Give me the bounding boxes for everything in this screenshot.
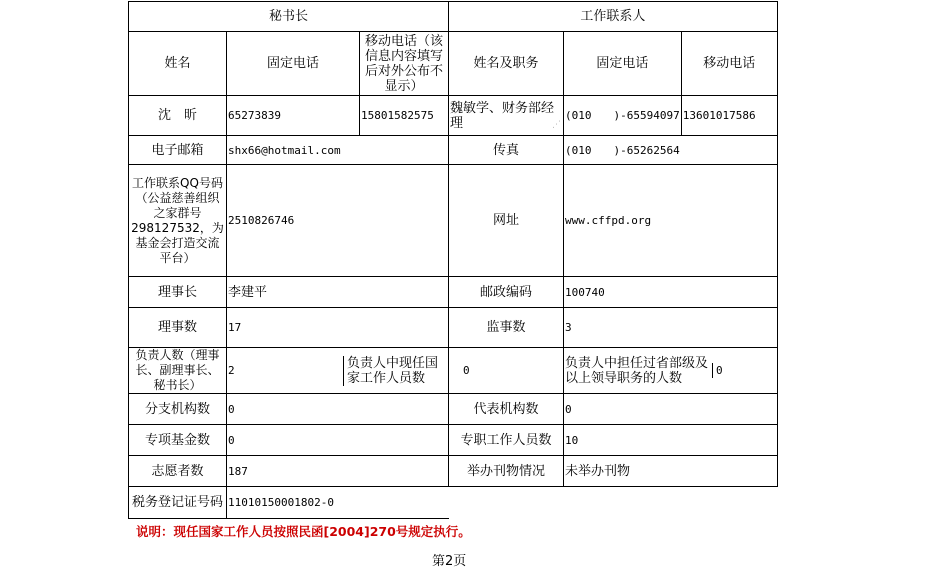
fulltime-staff-value: 10 <box>564 425 778 456</box>
supervisors-value: 3 <box>564 308 778 348</box>
qq-value: 2510826746 <box>227 165 449 277</box>
publications-label: 举办刊物情况 <box>449 456 564 487</box>
page-number: 第2页 <box>432 554 467 569</box>
secretary-name: 沈 昕 <box>129 96 227 136</box>
qq-label: 工作联系QQ号码（公益慈善组织之家群号298127532，为基金会打造交流平台） <box>129 165 227 277</box>
fax-label: 传真 <box>449 136 564 165</box>
website-label: 网址 <box>449 165 564 277</box>
leaders-cell <box>227 348 449 394</box>
volunteers-label: 志愿者数 <box>129 456 227 487</box>
special-funds-label: 专项基金数 <box>129 425 227 456</box>
tax-registration-label: 税务登记证号码 <box>129 487 227 519</box>
leaders-value: 2 <box>228 364 235 377</box>
special-funds-value: 0 <box>227 425 449 456</box>
email-label: 电子邮箱 <box>129 136 227 165</box>
email-value: shx66@hotmail.com <box>227 136 449 165</box>
tax-registration-value: 11010150001802-0 <box>227 487 449 519</box>
leaders-label: 负责人数（理事长、副理事长、秘书长） <box>129 348 227 394</box>
postal-code-value: 100740 <box>564 277 778 308</box>
organization-info-table <box>128 1 778 519</box>
footnote: 说明：现任国家工作人员按照民函[2004]270号规定执行。 <box>136 524 471 539</box>
leaders-provincial-value: 0 <box>712 363 723 378</box>
contact-name-title-header: 姓名及职务 <box>449 32 564 96</box>
leaders-civil-label: 负责人中现任国家工作人员数 <box>343 356 447 386</box>
website-value: www.cffpd.org <box>564 165 778 277</box>
landline-column-header: 固定电话 <box>227 32 360 96</box>
directors-label: 理事数 <box>129 308 227 348</box>
contact-landline-header: 固定电话 <box>564 32 682 96</box>
contact-landline: (010 )-65594097 <box>564 96 682 136</box>
chairman-value: 李建平 <box>227 277 449 308</box>
leaders-provincial-label: 负责人中担任过省部级及以上领导职务的人数 <box>565 355 709 386</box>
contact-mobile-header: 移动电话 <box>681 32 777 96</box>
secretary-mobile: 15801582575 <box>360 96 449 136</box>
branches-label: 分支机构数 <box>129 394 227 425</box>
chairman-label: 理事长 <box>129 277 227 308</box>
contact-name-title-text: 魏敏学、财务部经理 <box>450 100 555 131</box>
supervisors-label: 监事数 <box>449 308 564 348</box>
empty-cell <box>449 487 778 519</box>
directors-value: 17 <box>227 308 449 348</box>
volunteers-value: 187 <box>227 456 449 487</box>
fax-value: (010 )-65262564 <box>564 136 778 165</box>
leaders-provincial-cell <box>564 348 778 394</box>
mobile-column-header: 移动电话（该信息内容填写后对外公布不显示） <box>360 32 449 96</box>
secretary-landline: 65273839 <box>227 96 360 136</box>
name-column-header: 姓名 <box>129 32 227 96</box>
contact-name-title <box>449 96 564 136</box>
resize-grip-icon: ⋰ <box>552 120 561 130</box>
secretary-general-header: 秘书长 <box>129 2 449 32</box>
postal-code-label: 邮政编码 <box>449 277 564 308</box>
leaders-civil-value: 0 <box>449 348 564 394</box>
contact-mobile: 13601017586 <box>681 96 777 136</box>
rep-offices-label: 代表机构数 <box>449 394 564 425</box>
work-contact-header: 工作联系人 <box>449 2 778 32</box>
fulltime-staff-label: 专职工作人员数 <box>449 425 564 456</box>
publications-value: 未举办刊物 <box>564 456 778 487</box>
branches-value: 0 <box>227 394 449 425</box>
rep-offices-value: 0 <box>564 394 778 425</box>
